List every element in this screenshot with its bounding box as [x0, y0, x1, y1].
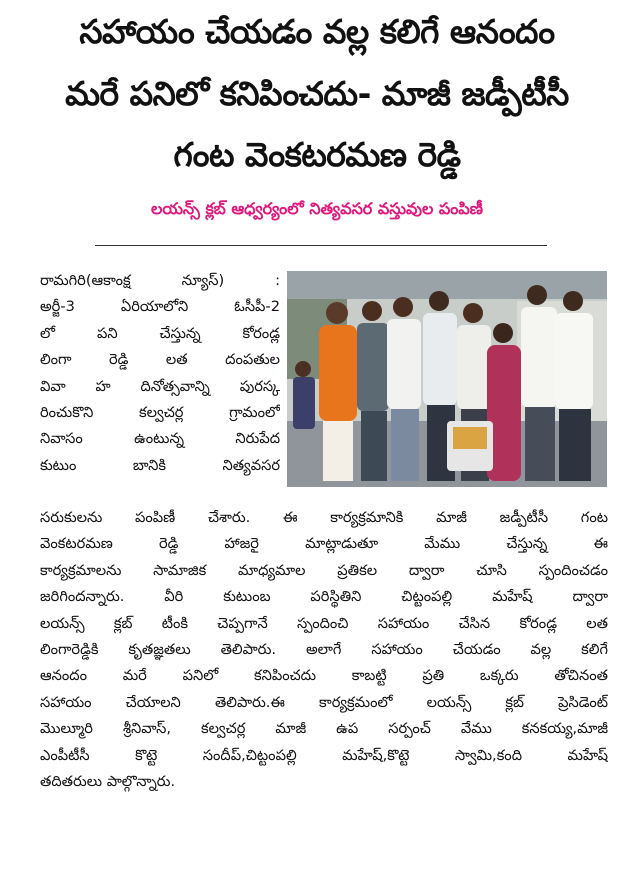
subheadline: లయన్స్ క్లబ్ ఆధ్వర్యంలో నిత్యవసర వస్తువుల పంపిణీ: [151, 199, 483, 218]
body-line: రించుకొని కల్వచర్ల గ్రామంలో: [40, 403, 280, 421]
headline-line-1: సహాయం చేయడం వల్ల కలిగే ఆనందం: [79, 12, 555, 51]
body-line: అర్జీ-3 ఏరియాలోని ఓసీపీ-2: [40, 298, 280, 316]
body-line: ఆనందం మరే పనిలో కనిపించదు కాబట్టి ప్రతి ఒక్కరు తోచినంత: [40, 667, 608, 685]
body-line: నివాసం ఉంటున్న నిరుపేద: [40, 430, 280, 448]
body-line: తదితరులు పాల్గొన్నారు.: [40, 772, 176, 790]
body-line: సరుకులను పంపిణీ చేశారు. ఈ కార్యక్రమానికి మాజీ జడ్పీటీసీ గంట: [40, 509, 608, 526]
body-line: జరిగిందన్నారు. వీరి కుటుంబ పరిస్థితిని చిట్టంపల్లి మహేష్ ద్వారా: [40, 588, 608, 606]
body-line: రామగిరి(ఆకాంక్ష న్యూస్) :: [40, 272, 280, 289]
article-body-wide: [40, 505, 608, 795]
body-line: కుటుం బానికి నిత్యవసర: [40, 456, 280, 474]
divider: [95, 245, 547, 246]
body-line: లింగారెడ్డికి కృతజ్ఞతలు తెలిపారు. అలాగే సహాయం చేయడం వల్ల కలిగే: [40, 640, 608, 658]
body-line: వెంకటరమణ రెడ్డి హాజరై మాట్లాడుతూ మేము చేస్తున్న ఈ: [40, 535, 608, 553]
body-line: ఎంపీటీసీ కొట్టె సందీప్,చిట్టంపల్లి మహేష్,కొట్టె స్వామి,కంది మహేష్: [40, 746, 608, 764]
group-photo-image: [287, 271, 607, 487]
news-photo: [287, 271, 607, 487]
body-line: సహాయం చేయాలని తెలిపారు.ఈ కార్యక్రమంలో లయన్స్ క్లబ్ ప్రెసిడెంట్: [40, 693, 608, 711]
headline-line-2: మరే పనిలో కనిపించదు- మాజీ జడ్పీటీసీ: [65, 74, 569, 113]
body-line: లింగా రెడ్డి లత దంపతుల: [40, 351, 280, 369]
body-line: లయన్స్ క్లబ్ టీంకి చెప్పగానే స్పందించి సహాయం చేసిన కోరండ్ల లత: [40, 614, 608, 632]
body-line: కార్యక్రమాలను సామాజిక మాధ్యమాల ప్రతికల ద్వారా చూసి స్పందించడం: [40, 561, 608, 579]
headline-line-3: గంట వెంకటరమణ రెడ్డి: [173, 135, 461, 174]
article-body-narrow: [40, 268, 280, 479]
body-line: మొల్మూరి శ్రీనివాస్, కల్వచర్ల మాజీ ఉప సర్పంచ్ వేము కనకయ్య,మాజీ: [40, 720, 608, 738]
body-line: లో పని చేస్తున్న కోరండ్ల: [40, 324, 280, 342]
body-line: వివా హ దినోత్సవాన్ని పురస్క: [40, 377, 280, 395]
